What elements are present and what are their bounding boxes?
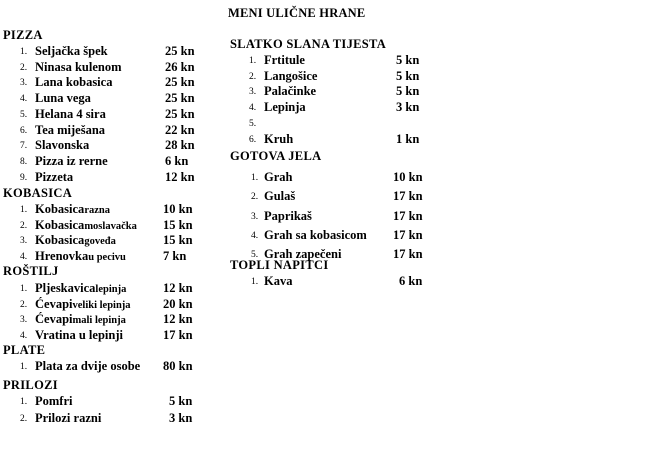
item-name-text: Slavonska [35,138,90,153]
item-name-text: Vratina u lepinji [35,327,123,342]
item-price: 17 kn [163,327,193,342]
item-name-text: Frtitule [264,53,305,67]
item-name [264,209,312,224]
item-name [35,297,131,312]
item-price: 26 kn [165,59,195,74]
item-name-text: Pizzeta [35,169,74,184]
item-name-text: Lana kobasica [35,75,113,90]
item-number: 1. [249,56,257,66]
item-name-text: Grah sa kobasicom [264,227,367,242]
item-name [35,91,91,106]
item-number: 2. [20,413,28,424]
item-name [264,228,367,243]
item-price: 17 kn [393,247,423,262]
item-price: 17 kn [393,208,423,223]
item-price: 6 kn [399,274,423,288]
item-name [35,107,106,122]
item-number: 9. [20,172,28,183]
item-name-text: Hrenovka [35,248,89,263]
item-price: 5 kn [396,84,420,99]
item-price: 5 kn [396,68,420,83]
item-name-detail: mali lepinja [72,315,126,326]
item-number: 2. [249,71,257,82]
item-number: 2. [251,192,259,203]
item-number: 4. [20,251,28,262]
item-price: 25 kn [165,75,195,90]
item-name-detail: razna [84,205,110,216]
section-heading-kobasica: KOBASICA [3,186,73,200]
item-number: 5. [20,109,28,120]
item-name-text: Grah zapečeni [264,247,342,262]
item-price: 15 kn [163,217,193,232]
item-number: 1. [20,47,28,57]
item-name-text: Kruh [264,131,294,146]
item-name [35,233,116,248]
item-price: 22 kn [165,122,195,137]
item-price: 15 kn [163,233,193,247]
item-name-text: Plata za dvije osobe [35,359,141,373]
item-price: 17 kn [393,227,423,242]
item-name [264,84,316,99]
item-number: 3. [20,236,28,246]
item-name-text: Gulaš [264,189,296,204]
item-price: 6 kn [165,153,189,168]
item-price: 25 kn [165,91,195,106]
item-price: 3 kn [169,410,193,425]
item-name-text: Ćevapi [35,312,73,326]
item-name [264,69,317,84]
item-number: 1. [20,205,28,215]
item-price: 7 kn [163,248,187,263]
item-name [264,132,293,147]
item-name [35,411,101,426]
item-name-text: Kobasica [35,217,85,232]
item-price: 10 kn [393,170,423,184]
item-number: 1. [251,277,259,287]
item-number: 3. [20,315,28,325]
item-name-text: Palačinke [264,84,317,99]
item-number: 6. [20,125,28,136]
item-number: 4. [20,330,28,341]
item-number: 1. [251,173,259,183]
item-name [264,189,295,204]
item-name [35,328,123,343]
item-name-text: Kava [264,274,293,288]
item-name [35,394,72,409]
item-name [35,359,140,374]
item-price: 28 kn [165,138,195,153]
item-name-text: Pljeskavica [35,281,96,295]
item-name [35,75,112,90]
item-number: 7. [20,141,28,152]
item-name-detail: u pecivu [88,251,126,263]
item-name [35,218,137,233]
item-name [264,53,305,68]
item-name-detail: lepinja [95,284,127,295]
item-name-text: Lepinja [264,100,306,115]
item-name-detail: veliki lepinja [72,299,131,311]
item-price: 12 kn [163,312,193,326]
item-name [35,312,126,327]
item-number: 1. [20,284,28,294]
item-price: 25 kn [165,106,195,121]
item-name-text: Kobasica [35,233,85,247]
item-price: 12 kn [163,281,193,295]
item-number: 8. [20,156,28,167]
item-number: 4. [20,94,28,105]
item-name-detail: goveđa [84,236,116,247]
item-number: 2. [20,62,28,73]
item-number: 3. [20,78,28,89]
item-number: 4. [251,230,259,241]
item-name-text: Grah [264,170,293,184]
item-name-text: Helana 4 sira [35,106,106,121]
item-number: 5. [251,250,259,261]
item-name [35,281,126,296]
section-heading-slatko-slana: SLATKO SLANA TIJESTA [230,37,387,51]
item-name-detail: moslavačka [84,220,137,232]
menu-title: MENI ULIČNE HRANE [228,6,366,20]
item-number: 4. [249,103,257,114]
item-name-text: Paprikaš [264,208,312,223]
item-name-text: Seljačka špek [35,44,108,58]
item-name-text: Ćevapi [35,296,73,311]
section-heading-gotova-jela: GOTOVA JELA [230,149,322,163]
item-price: 80 kn [163,359,193,373]
item-price: 10 kn [163,202,193,216]
item-price: 17 kn [393,189,423,204]
item-name-text: Langošice [264,68,318,83]
item-name [35,60,121,75]
item-name-text: Tea miješana [35,122,106,137]
item-number: 3. [251,211,259,222]
item-price: 5 kn [396,53,420,67]
item-price: 1 kn [396,131,420,146]
item-number: 5. [249,118,257,129]
item-name [264,100,306,115]
item-name [35,249,126,264]
item-name [35,44,108,59]
item-price: 3 kn [396,100,420,115]
item-price: 25 kn [165,44,195,58]
item-number: 2. [20,299,28,310]
item-price: 20 kn [163,296,193,311]
item-name-text: Luna vega [35,91,91,106]
item-number: 1. [20,397,28,407]
section-heading-pizza: PIZZA [3,28,43,42]
item-number: 3. [249,87,257,98]
item-number: 1. [20,362,28,372]
section-heading-topli-napitci: TOPLI NAPITCI [230,258,329,272]
item-name-text: Kobasica [35,202,85,216]
item-name [35,138,89,153]
section-heading-rostilj: ROŠTILJ [3,264,59,278]
item-name [35,154,108,169]
item-name-text: Prilozi razni [35,410,102,425]
item-name-text: Ninasa kulenom [35,59,122,74]
item-name [35,123,105,138]
item-name [264,274,292,289]
item-name-text: Pizza iz rerne [35,153,108,168]
item-name [35,170,73,185]
item-name [35,202,110,217]
item-price: 12 kn [165,169,195,184]
item-number: 6. [249,134,257,145]
item-name [264,170,292,185]
item-number: 2. [20,220,28,231]
item-name-text: Pomfri [35,394,73,408]
section-heading-prilozi: PRILOZI [3,378,58,392]
section-heading-plate: PLATE [3,343,46,357]
item-price: 5 kn [169,394,193,408]
